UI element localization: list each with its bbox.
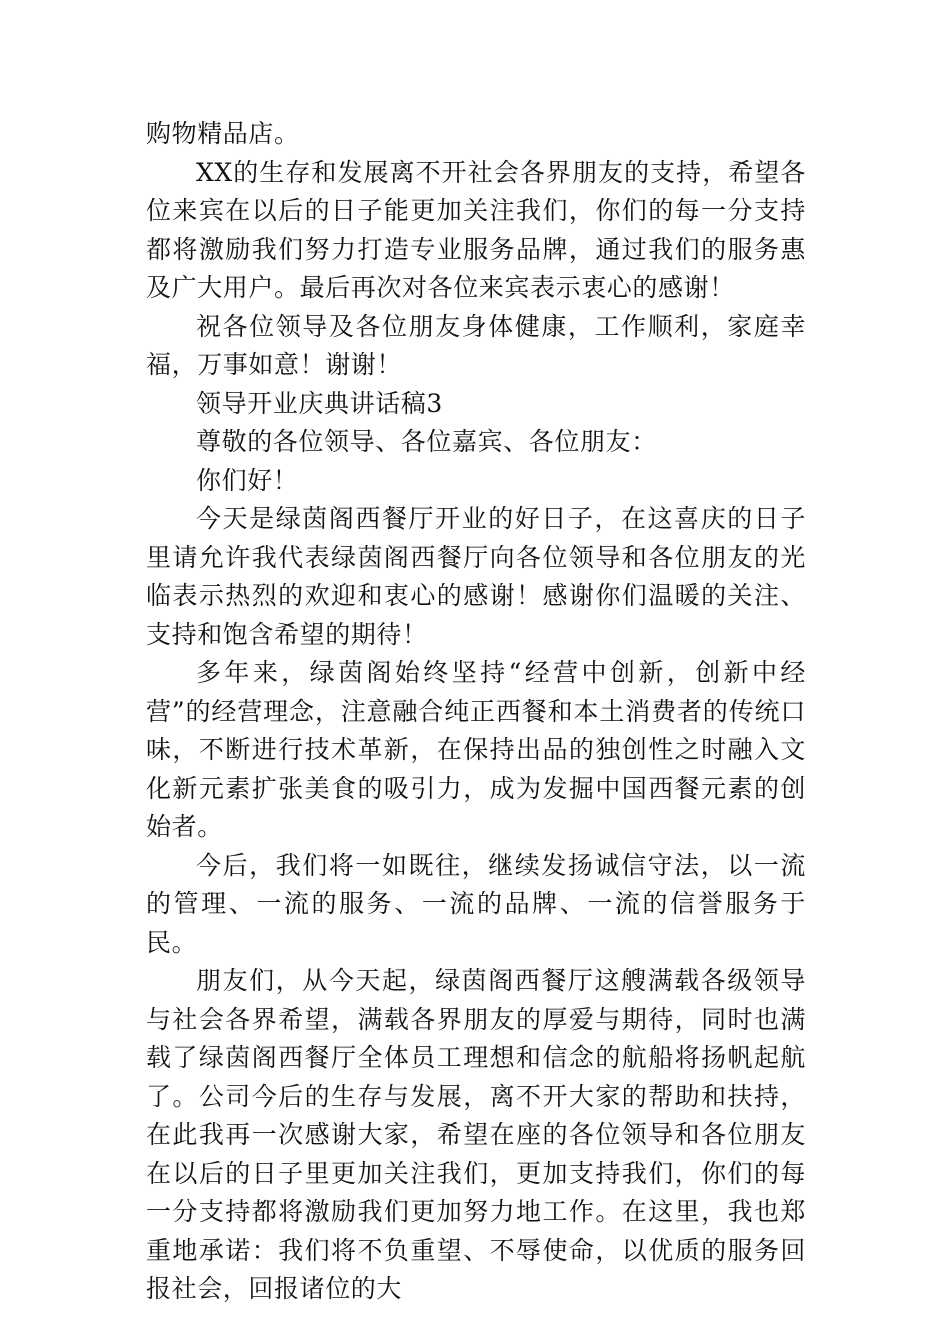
paragraph-wishes: 祝各位领导及各位朋友身体健康，工作顺利，家庭幸福，万事如意！谢谢！	[146, 311, 806, 379]
paragraph-philosophy: 多年来，绿茵阁始终坚持“经营中创新，创新中经营”的经营理念，注意融合纯正西餐和本土消费者的传统口味，不断进行技术革新，在保持出品的独创性之时融入文化新元素扩张美食的吸引力，成为发掘中国西餐元素的创始者。	[146, 658, 806, 841]
paragraph-opening-day: 今天是绿茵阁西餐厅开业的好日子，在这喜庆的日子里请允许我代表绿茵阁西餐厅向各位领导和各位朋友的光临表示热烈的欢迎和衷心的感谢！感谢你们温暖的关注、支持和饱含希望的期待！	[146, 504, 806, 649]
paragraph-friends: 朋友们，从今天起，绿茵阁西餐厅这艘满载各级领导与社会各界希望，满载各界朋友的厚爱与期待，同时也满载了绿茵阁西餐厅全体员工理想和信念的航船将扬帆起航了。公司今后的生存与发展，离不开大家的帮助和扶持，在此我再一次感谢大家，希望在座的各位领导和各位朋友在以后的日子里更加关注我们，更加支持我们，你们的每一分支持都将激励我们更加努力地工作。在这里，我也郑重地承诺：我们将不负重望、不辱使命，以优质的服务回报社会，回报诸位的大	[146, 966, 806, 1303]
document-body	[146, 115, 806, 1309]
paragraph-support-thanks: XX的生存和发展离不开社会各界朋友的支持，希望各位来宾在以后的日子能更加关注我们，你们的每一分支持都将激励我们努力打造专业服务品牌，通过我们的服务惠及广大用户。最后再次对各位来宾表示衷心的感谢！	[146, 157, 806, 302]
salutation: 尊敬的各位领导、各位嘉宾、各位朋友：	[196, 427, 657, 456]
paragraph-continuation: 购物精品店。	[146, 119, 300, 148]
greeting: 你们好！	[196, 465, 299, 495]
paragraph-future: 今后，我们将一如既往，继续发扬诚信守法，以一流的管理、一流的服务、一流的品牌、一流的信誉服务于民。	[146, 850, 806, 957]
section-heading: 领导开业庆典讲话稿3	[196, 388, 443, 418]
